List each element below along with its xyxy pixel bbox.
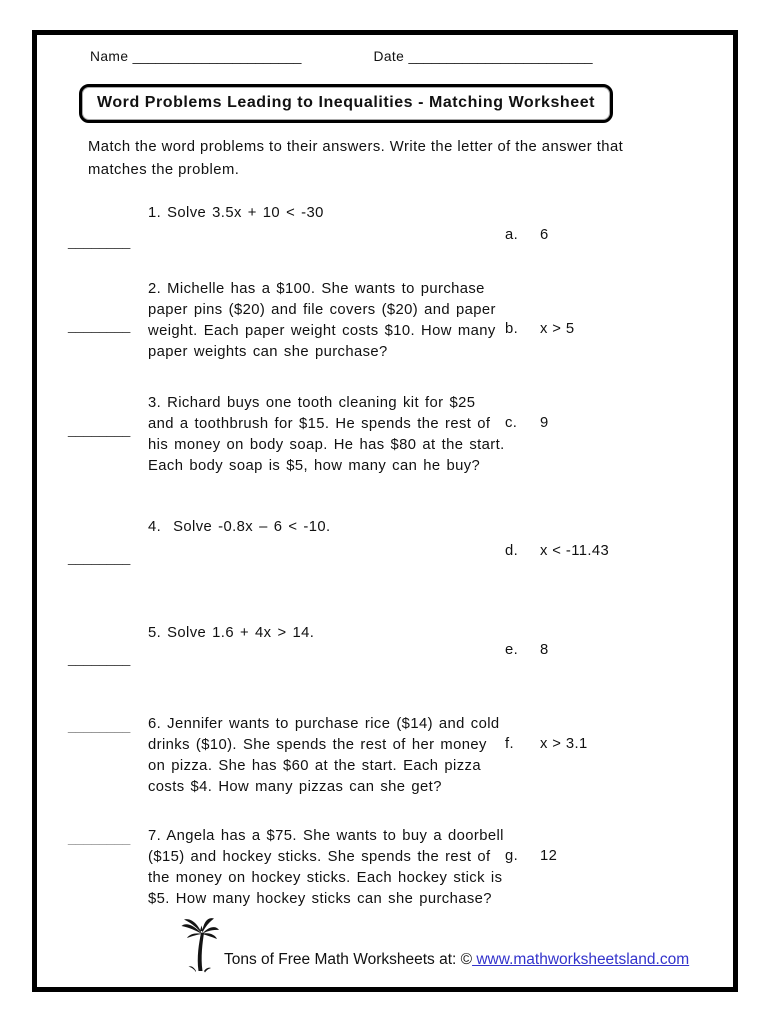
answer-letter-b: b. xyxy=(505,321,519,337)
answer-letter-c: c. xyxy=(505,415,518,431)
answer-blank-4[interactable]: ________ xyxy=(68,549,131,565)
answer-blank-3[interactable]: ________ xyxy=(68,421,131,437)
question-text-2: 2. Michelle has a $100. She wants to purchase paper pins ($20) and file covers ($20) and paper weight. Each paper weight costs $10. How many paper weights can she purchase? xyxy=(148,281,502,360)
footer-credit-text: Tons of Free Math Worksheets at: © xyxy=(224,951,473,968)
name-date-row xyxy=(37,35,733,64)
worksheet-title-box xyxy=(79,84,613,123)
answer-letter-d: d. xyxy=(505,543,519,559)
answer-letter-a: a. xyxy=(505,227,519,243)
answer-value-d: x < -11.43 xyxy=(540,543,610,559)
answer-blank-5[interactable]: ________ xyxy=(68,650,131,666)
question-text-1: 1. Solve 3.5x + 10 < -30 xyxy=(148,205,324,221)
date-field xyxy=(373,49,592,64)
question-row-7 xyxy=(68,826,733,910)
answer-value-c: 9 xyxy=(540,415,549,431)
answer-value-a: 6 xyxy=(540,227,549,243)
name-field xyxy=(90,49,301,64)
question-row-6 xyxy=(68,714,733,798)
answer-letter-f: f. xyxy=(505,736,515,752)
answer-blank-7[interactable]: ________ xyxy=(68,829,131,845)
footer-credit xyxy=(220,951,689,975)
instructions-text: Match the word problems to their answers. Write the letter of the answer that matches the problem. xyxy=(88,139,624,178)
question-text-3: 3. Richard buys one tooth cleaning kit for $25 and a toothbrush for $15. He spends the rest of his money on body soap. He has $80 at the start. Each body soap is $5, how many can he buy? xyxy=(148,395,511,474)
answer-value-g: 12 xyxy=(540,848,558,864)
footer xyxy=(180,917,689,975)
question-row-3 xyxy=(68,393,733,477)
footer-site-link[interactable]: www.mathworksheetsland.com xyxy=(472,951,690,968)
answer-letter-e: e. xyxy=(505,642,519,658)
question-text-6: 6. Jennifer wants to purchase rice ($14) and cold drinks ($10). She spends the rest of her money on pizza. She has $60 at the start. Each pizza costs $4. How many pizzas can she get? xyxy=(148,716,506,795)
answer-blank-1[interactable]: ________ xyxy=(68,233,131,249)
date-label: Date xyxy=(373,49,405,64)
date-input-line[interactable]: ________________________ xyxy=(408,49,593,64)
answer-value-b: x > 5 xyxy=(540,321,575,337)
palm-tree-icon xyxy=(180,917,220,975)
answer-blank-2[interactable]: ________ xyxy=(68,317,131,333)
question-text-5: 5. Solve 1.6 + 4x > 14. xyxy=(148,625,315,641)
question-row-1 xyxy=(68,203,733,249)
name-input-line[interactable]: ______________________ xyxy=(132,49,302,64)
page-title: Word Problems Leading to Inequalities - Matching Worksheet xyxy=(97,94,596,111)
worksheet-page xyxy=(32,30,738,992)
question-row-5 xyxy=(68,623,733,666)
answer-blank-6[interactable]: ________ xyxy=(68,717,131,733)
answer-value-e: 8 xyxy=(540,642,549,658)
question-row-4 xyxy=(68,517,733,565)
question-text-4: 4. Solve -0.8x – 6 < -10. xyxy=(148,519,331,535)
name-label: Name xyxy=(90,49,129,64)
answer-value-f: x > 3.1 xyxy=(540,736,588,752)
question-text-7: 7. Angela has a $75. She wants to buy a doorbell ($15) and hockey sticks. She spends the rest of the money on hockey sticks. Each hockey stick is $5. How many hockey sticks can she purchase? xyxy=(148,828,510,907)
answer-letter-g: g. xyxy=(505,848,519,864)
question-row-2 xyxy=(68,279,733,363)
questions-list xyxy=(68,203,733,910)
